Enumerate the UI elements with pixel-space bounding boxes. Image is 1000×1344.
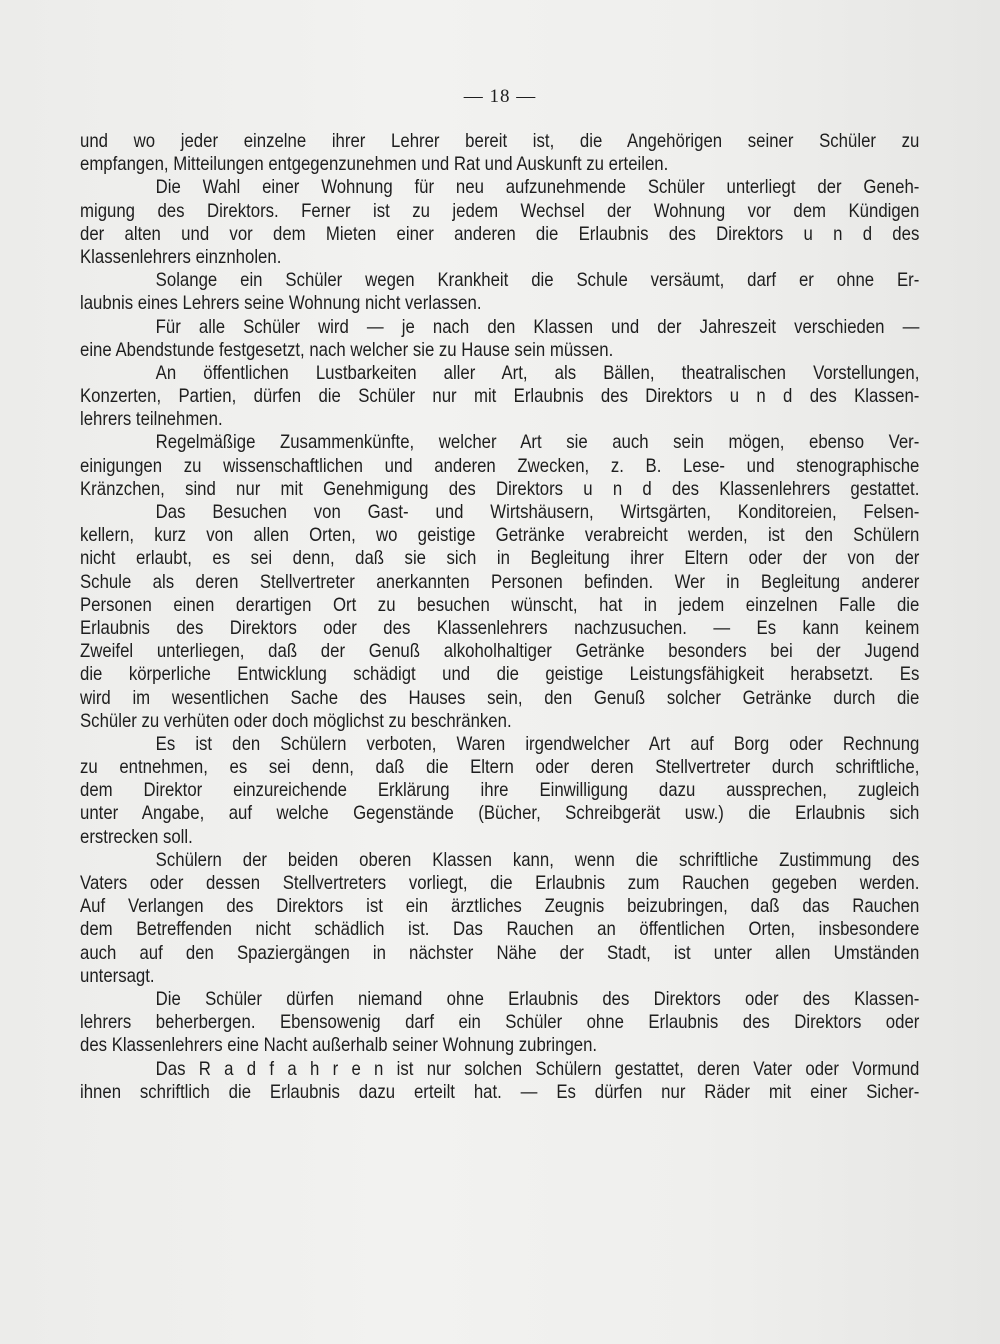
text-line: migung des Direktors. Ferner ist zu jedem Wechsel der Wohnung vor dem Kündigen	[80, 199, 920, 222]
text-line: erstrecken soll.	[80, 825, 193, 848]
text-line: Konzerten, Partien, dürfen die Schüler nur mit Erlaubnis des Direktors u n d des Klassen-	[80, 385, 920, 408]
text-line: An öffentlichen Lustbarkeiten aller Art, als Bällen, theatralischen Vorstellungen,	[155, 361, 920, 384]
text-line: wird im wesentlichen Sache des Hauses sein, den Genuß solcher Getränke durch die	[80, 686, 920, 709]
text-line: Für alle Schüler wird — je nach den Klassen und der Jahreszeit verschieden —	[155, 315, 920, 338]
text-line: Auf Verlangen des Direktors ist ein ärztliches Zeugnis beizubringen, daß das Rauchen	[80, 895, 920, 918]
text-line: nicht erlaubt, es sei denn, daß sie sich in Begleitung ihrer Eltern oder der von der	[80, 547, 920, 570]
text-line: die körperliche Entwicklung schädigt und die geistige Leistungsfähigkeit herabsetzt. Es	[80, 663, 920, 686]
text-line: Vaters oder dessen Stellvertreters vorliegt, die Erlaubnis zum Rauchen gegeben werden.	[80, 872, 920, 894]
body-text	[80, 130, 920, 1104]
text-line: Die Schüler dürfen niemand ohne Erlaubnis des Direktors oder des Klassen-	[155, 987, 920, 1010]
text-line: ihnen schriftlich die Erlaubnis dazu erteilt hat. — Es dürfen nur Räder mit einer Sicher-	[80, 1080, 920, 1103]
text-line: Schüler zu verhüten oder doch möglichst zu beschränken.	[80, 709, 512, 732]
text-line: lehrers beherbergen. Ebensowenig darf ein Schüler ohne Erlaubnis des Direktors oder	[80, 1011, 920, 1034]
text-line: dem Betreffenden nicht schädlich ist. Das Rauchen an öffentlichen Orten, insbesondere	[80, 918, 920, 941]
text-line: kellern, kurz von allen Orten, wo geistige Getränke verabreicht werden, ist den Schülern	[80, 524, 920, 547]
page-number: — 18 —	[463, 86, 537, 107]
text-line: einigungen zu wissenschaftlichen und anderen Zwecken, z. B. Lese- und stenographische	[80, 454, 920, 477]
text-line: Schule als deren Stellvertreter anerkannten Personen befinden. Wer in Begleitung anderer	[80, 570, 920, 593]
text-line: und wo jeder einzelne ihrer Lehrer bereit ist, die Angehörigen seiner Schüler zu	[80, 130, 920, 152]
text-line: Es ist den Schülern verboten, Waren irgendwelcher Art auf Borg oder Rechnung	[155, 732, 920, 755]
text-line: Personen einen derartigen Ort zu besuchen wünscht, hat in jedem einzelnen Falle die	[80, 593, 920, 616]
text-line: Erlaubnis des Direktors oder des Klassenlehrers nachzusuchen. — Es kann keinem	[80, 616, 920, 639]
text-line: Solange ein Schüler wegen Krankheit die Schule versäumt, darf er ohne Er-	[155, 269, 920, 292]
text-line: laubnis eines Lehrers seine Wohnung nicht verlassen.	[80, 292, 482, 315]
text-line: Regelmäßige Zusammenkünfte, welcher Art sie auch sein mögen, ebenso Ver-	[155, 431, 920, 454]
text-line: eine Abendstunde festgesetzt, nach welcher sie zu Hause sein müssen.	[80, 338, 614, 361]
text-line: empfangen, Mitteilungen entgegenzunehmen und Rat und Auskunft zu erteilen.	[80, 153, 669, 176]
text-line: Klassenlehrers einznholen.	[80, 245, 282, 268]
text-line: zu entnehmen, es sei denn, daß die Eltern oder deren Stellvertreter durch schriftliche,	[80, 756, 920, 779]
text-line: der alten und vor dem Mieten einer anderen die Erlaubnis des Direktors u n d des	[80, 222, 920, 245]
text-line: unter Angabe, auf welche Gegenstände (Bücher, Schreibgerät usw.) die Erlaubnis sich	[80, 802, 920, 825]
text-line: untersagt.	[80, 964, 155, 987]
text-line: des Klassenlehrers eine Nacht außerhalb seiner Wohnung zubringen.	[80, 1034, 598, 1057]
text-line: Kränzchen, sind nur mit Genehmigung des Direktors u n d des Klassenlehrers gestattet.	[80, 477, 920, 500]
text-line: Schülern der beiden oberen Klassen kann, wenn die schriftliche Zustimmung des	[155, 848, 920, 871]
text-line: Das R a d f a h r e n ist nur solchen Schülern gestattet, deren Vater oder Vormund	[155, 1057, 920, 1080]
text-line: Das Besuchen von Gast- und Wirtshäusern, Wirtsgärten, Konditoreien, Felsen-	[155, 501, 920, 523]
text-line: dem Direktor einzureichende Erklärung ihre Einwilligung dazu aussprechen, zugleich	[80, 779, 920, 802]
text-line: Die Wahl einer Wohnung für neu aufzunehmende Schüler unterliegt der Geneh-	[155, 176, 920, 199]
text-line: Zweifel unterliegen, daß der Genuß alkoholhaltiger Getränke besonders bei der Jugend	[80, 640, 920, 663]
text-line: auch auf den Spaziergängen in nächster Nähe der Stadt, ist unter allen Umständen	[80, 941, 920, 964]
text-line: lehrers teilnehmen.	[80, 408, 223, 431]
